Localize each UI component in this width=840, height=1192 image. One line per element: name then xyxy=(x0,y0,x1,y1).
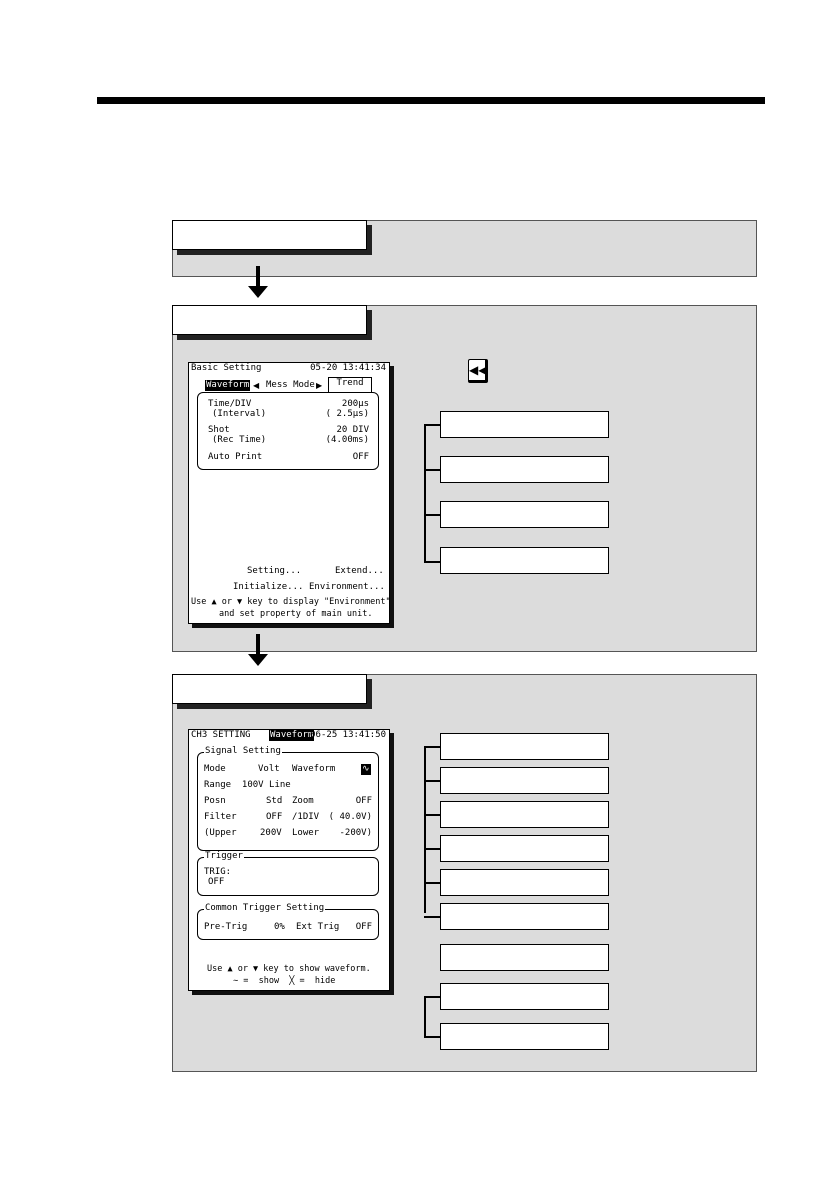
bracket-line xyxy=(424,997,426,1038)
hint-line-2: and set property of main unit. xyxy=(219,609,373,619)
auto-print-label: Auto Print xyxy=(208,452,263,462)
posn-label: Posn xyxy=(204,796,226,806)
trigger-frame xyxy=(197,851,379,896)
bracket-line xyxy=(424,425,426,563)
exttrig-value[interactable]: OFF xyxy=(355,922,372,932)
step-title-box-2 xyxy=(172,305,367,335)
menu-environment[interactable]: Environment... xyxy=(309,582,385,592)
label-box-exttrig xyxy=(440,1023,609,1050)
div-label: /1DIV xyxy=(292,812,320,822)
posn-value[interactable]: Std xyxy=(266,796,283,806)
filter-label: Filter xyxy=(204,812,237,822)
back-key-icon: ◀◀ xyxy=(468,359,488,383)
rec-time-label: (Rec Time) xyxy=(212,435,267,445)
shot-label: Shot xyxy=(208,425,230,435)
bracket-tick xyxy=(424,848,441,850)
tab-waveform[interactable]: Waveform xyxy=(206,380,250,390)
bracket-tick xyxy=(424,746,441,748)
bracket-tick xyxy=(424,561,441,563)
rec-time-value: (4.00ms) xyxy=(325,435,369,445)
menu-extend[interactable]: Extend... xyxy=(335,566,384,576)
screen-datetime: 05-20 13:41:34 xyxy=(310,363,386,373)
trigger-legend: Trigger xyxy=(205,851,243,861)
label-box-signal-1 xyxy=(440,733,609,760)
zoom-label: Zoom xyxy=(292,796,314,806)
time-div-label: Time/DIV xyxy=(208,399,252,409)
label-box-signal-3 xyxy=(440,801,609,828)
bracket-tick xyxy=(424,1036,441,1038)
waveform-label: Waveform xyxy=(292,764,336,774)
label-box-signal-2 xyxy=(440,767,609,794)
shot-value[interactable]: 20 DIV xyxy=(336,425,369,435)
tab-trend-label: Trend xyxy=(336,378,364,388)
top-rule xyxy=(97,97,765,104)
label-box-environment xyxy=(440,547,609,574)
tab-trend[interactable] xyxy=(328,377,372,392)
common-trigger-frame xyxy=(197,903,379,940)
hint-line-1: Use ▲ or ▼ key to display "Environment" xyxy=(191,597,391,607)
bracket-tick xyxy=(424,996,441,998)
bracket-tick xyxy=(424,469,441,471)
tab-mem-mode[interactable]: Mess Mode xyxy=(266,380,315,390)
tab-right-arrow-icon: ▶ xyxy=(316,381,323,390)
step-title-box-3 xyxy=(172,674,367,704)
zoom-value[interactable]: OFF xyxy=(355,796,372,806)
bracket-tick xyxy=(424,780,441,782)
bracket-tick xyxy=(424,916,441,918)
exttrig-label: Ext Trig xyxy=(296,922,340,932)
bracket-line xyxy=(424,747,426,913)
channel-setting-screen xyxy=(188,729,390,991)
label-box-signal-6 xyxy=(440,903,609,930)
hint-line-2: ∼ = show ╳ = hide xyxy=(233,976,336,986)
upper-label: (Upper xyxy=(204,828,237,838)
bracket-tick xyxy=(424,882,441,884)
label-box-extend xyxy=(440,456,609,483)
bracket-tick xyxy=(424,514,441,516)
interval-label: (Interval) xyxy=(212,409,267,419)
mode-tag: Waveform xyxy=(270,730,314,740)
pretrig-label: Pre-Trig xyxy=(204,922,248,932)
lower-value[interactable]: -200V) xyxy=(339,828,372,838)
down-arrow-icon xyxy=(248,266,268,302)
tab-left-arrow-icon: ◀ xyxy=(253,381,260,390)
label-box-pretrig xyxy=(440,983,609,1010)
filter-value[interactable]: OFF xyxy=(266,812,283,822)
waveform-settings-frame xyxy=(197,392,379,470)
range-line[interactable]: Range 100V Line xyxy=(204,780,291,790)
lower-label: Lower xyxy=(292,828,320,838)
waveform-show-icon[interactable]: ∿ xyxy=(362,764,370,774)
trig-label: TRIG: xyxy=(204,867,232,877)
pretrig-value[interactable]: 0% xyxy=(274,922,285,932)
auto-print-value[interactable]: OFF xyxy=(352,452,369,462)
signal-setting-legend: Signal Setting xyxy=(205,746,281,756)
upper-value[interactable]: 200V xyxy=(260,828,282,838)
screen-title: Basic Setting xyxy=(191,363,262,373)
menu-initialize[interactable]: Initialize... xyxy=(233,582,304,592)
bracket-tick xyxy=(424,424,441,426)
bracket-tick xyxy=(424,814,441,816)
label-box-initialize xyxy=(440,501,609,528)
mode-label: Mode xyxy=(204,764,226,774)
screen-datetime: 06-25 13:41:50 xyxy=(310,730,386,740)
basic-setting-screen xyxy=(188,362,390,624)
label-box-signal-5 xyxy=(440,869,609,896)
common-trigger-legend: Common Trigger Setting xyxy=(205,903,325,913)
screen-title: CH3 SETTING xyxy=(191,730,251,740)
time-div-value[interactable]: 200μs xyxy=(341,399,369,409)
signal-setting-frame xyxy=(197,746,379,851)
label-box-trigger xyxy=(440,944,609,971)
menu-setting[interactable]: Setting... xyxy=(247,566,302,576)
down-arrow-icon xyxy=(248,634,268,670)
mode-value[interactable]: Volt xyxy=(258,764,280,774)
label-box-setting xyxy=(440,411,609,438)
trig-value[interactable]: OFF xyxy=(208,877,225,887)
interval-value: ( 2.5μs) xyxy=(325,409,369,419)
step-title-box-1 xyxy=(172,220,367,250)
hint-line-1: Use ▲ or ▼ key to show waveform. xyxy=(207,964,371,974)
div-value[interactable]: ( 40.0V) xyxy=(328,812,372,822)
label-box-signal-4 xyxy=(440,835,609,862)
